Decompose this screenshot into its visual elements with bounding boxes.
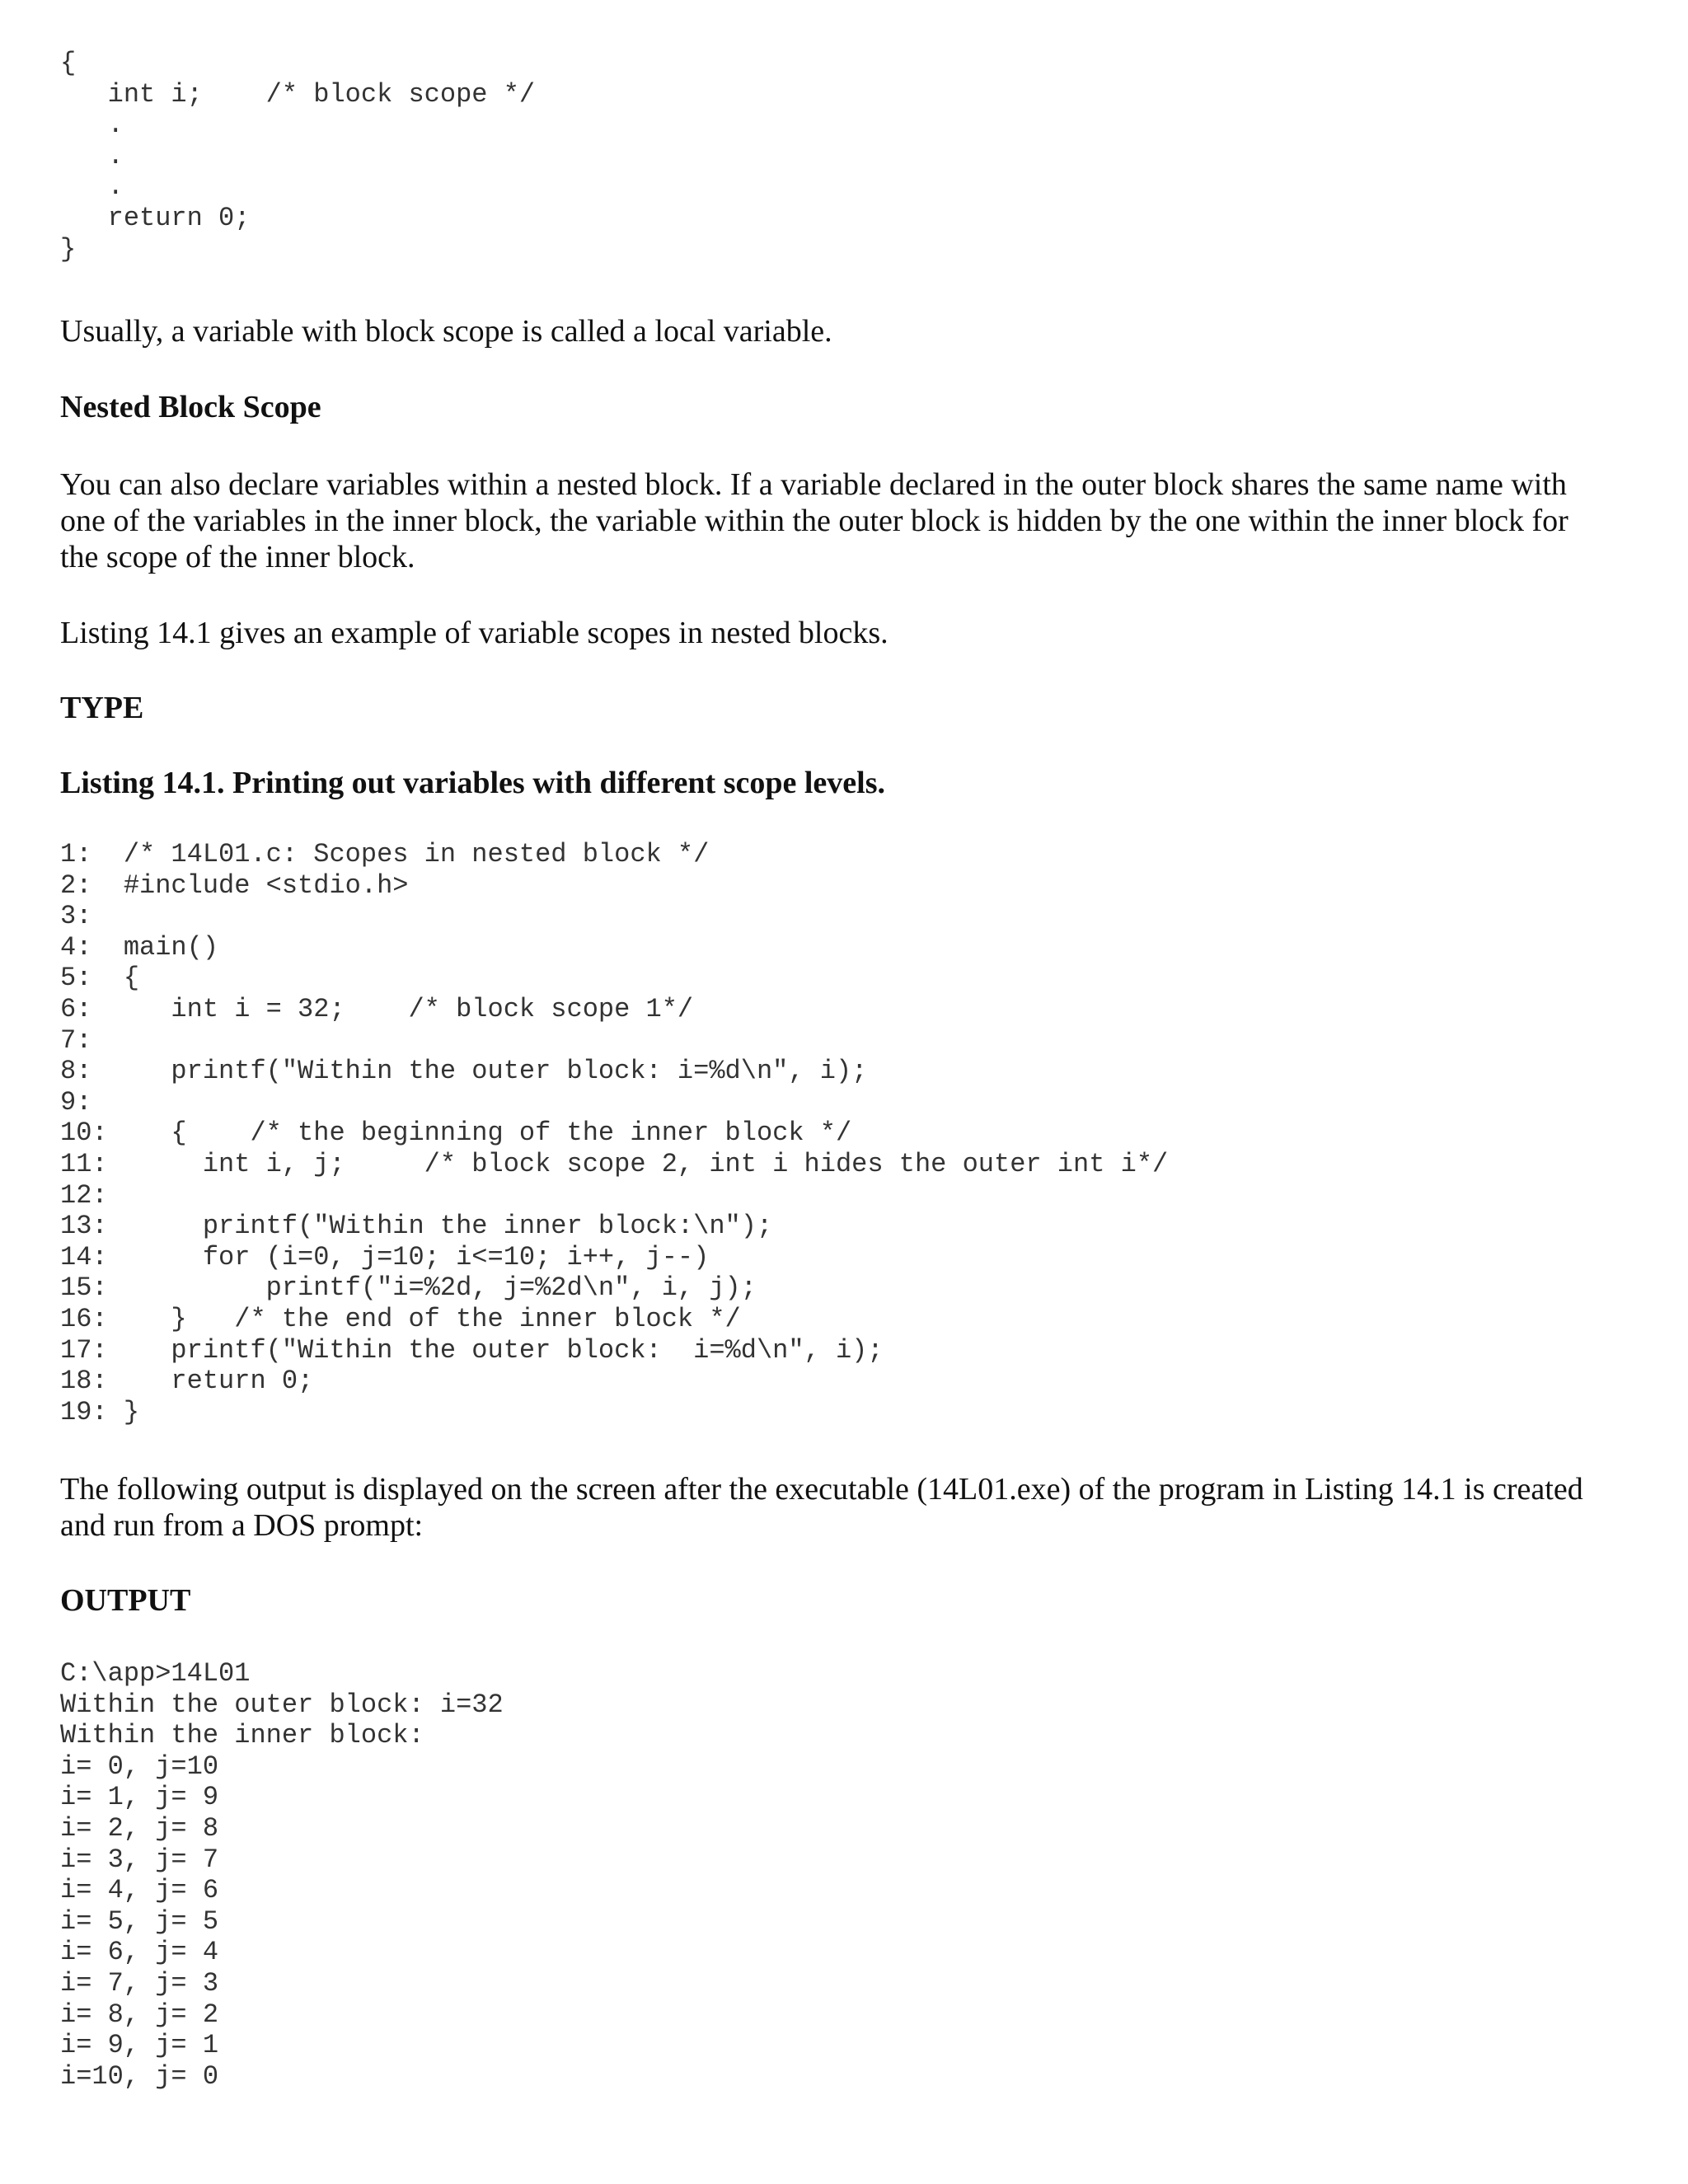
heading-output: OUTPUT xyxy=(60,1583,191,1618)
paragraph-listing-intro: Listing 14.1 gives an example of variable scopes in nested blocks. xyxy=(60,616,889,650)
heading-nested-block-scope: Nested Block Scope xyxy=(60,390,321,424)
code-snippet-block-scope: { int i; /* block scope */ . . . return 0; } xyxy=(60,48,536,265)
heading-listing-title: Listing 14.1. Printing out variables with different scope levels. xyxy=(60,766,885,800)
code-listing-14-1: 1: /* 14L01.c: Scopes in nested block */ 2: #include <stdio.h> 3: 4: main() 5: { 6: int i = 32; /* block scope 1*/ 7: 8: printf("Within the outer block: i=%d\n", i); 9: 10: { /* the beginning of the inner block */ 11: int i, j; /* block scope 2, int i hides the outer int i*/ 12: 13: printf("Within the inner block:\n"); 14: for (i=0, j=10; i<=10; i++, j--) 15: printf("i=%2d, j=%2d\n", i, j); 16: } /* the end of the inner block */ 17: printf("Within the outer block: i=%d\n", i); 18: return 0; 19: } xyxy=(60,839,1169,1427)
program-output: C:\app>14L01 Within the outer block: i=32 Within the inner block: i= 0, j=10 i= 1, j= 9 i= 2, j= 8 i= 3, j= 7 i= 4, j= 6 i= 5, j= 5 i= 6, j= 4 i= 7, j= 3 i= 8, j= 2 i= 9, j= 1 i=10, j= 0 xyxy=(60,1658,504,2092)
paragraph-nested-blocks: You can also declare variables within a nested block. If a variable declared in the outer block shares the same name with one of the variables in the inner block, the variable within the outer block is hidden by the one within the inner block for the scope of the inner block. xyxy=(60,467,1568,574)
paragraph-output-intro: The following output is displayed on the screen after the executable (14L01.exe) of the program in Listing 14.1 is created and run from a DOS prompt: xyxy=(60,1472,1583,1543)
paragraph-local-variable: Usually, a variable with block scope is called a local variable. xyxy=(60,314,832,349)
heading-type: TYPE xyxy=(60,691,144,725)
